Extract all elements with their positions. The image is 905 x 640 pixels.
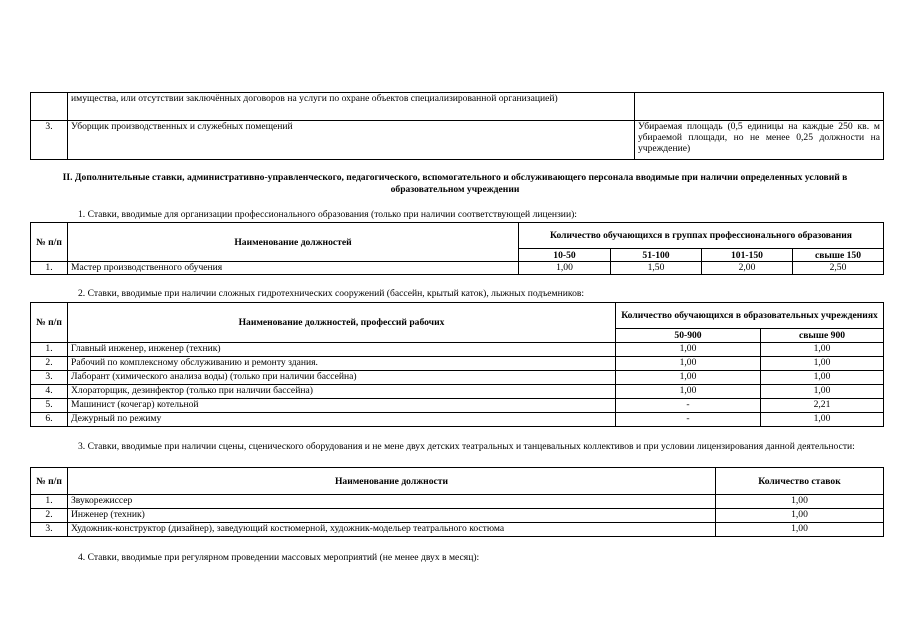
row-value: 1,00: [616, 357, 761, 371]
row-name: Главный инженер, инженер (техник): [68, 343, 616, 357]
table-row: [31, 262, 884, 275]
table-row: [31, 357, 884, 371]
row-name: Уборщик производственных и служебных помещений: [68, 121, 635, 160]
header-name: Наименование должности: [68, 468, 716, 495]
table-row: [31, 93, 884, 121]
row-name: Звукорежиссер: [68, 495, 716, 509]
row-name: Художник-конструктор (дизайнер), заведующий костюмерной, художник-модельер театрального костюма: [68, 523, 716, 537]
table-header-row: [31, 303, 884, 329]
row-value: 1,00: [761, 357, 884, 371]
header-name: Наименование должностей, профессий рабочих: [68, 303, 616, 343]
row-name: Дежурный по режиму: [68, 413, 616, 427]
block1-table: [30, 222, 884, 275]
top-table: [30, 92, 884, 160]
row-value: -: [616, 399, 761, 413]
block3-table: [30, 467, 884, 537]
row-number: 3.: [31, 371, 68, 385]
row-value: 1,00: [761, 413, 884, 427]
block3-intro: [30, 441, 883, 453]
row-number: 2.: [31, 357, 68, 371]
subheader: свыше 150: [793, 249, 884, 262]
block2-intro: 2. Ставки, вводимые при наличии сложных гидротехнических сооружений (бассейн, крытый каток), лыжных подъемников:: [78, 288, 585, 299]
row-value: 2,00: [702, 262, 793, 275]
row-number: 5.: [31, 399, 68, 413]
table-row: [31, 385, 884, 399]
table-header-row: [31, 468, 884, 495]
row-name: Хлораторщик, дезинфектор (только при наличии бассейна): [68, 385, 616, 399]
table-header-row: [31, 223, 884, 249]
table-row: [31, 495, 884, 509]
row-number: [31, 93, 68, 121]
row-number: 1.: [31, 343, 68, 357]
row-number: 4.: [31, 385, 68, 399]
header-name: Наименование должностей: [68, 223, 519, 262]
block4-intro: 4. Ставки, вводимые при регулярном проведении массовых мероприятий (не менее двух в месяц):: [78, 552, 480, 563]
row-value: 1,00: [616, 385, 761, 399]
subheader: 10-50: [519, 249, 611, 262]
header-group: Количество обучающихся в группах профессионального образования: [519, 223, 884, 249]
row-name: Лаборант (химического анализа воды) (только при наличии бассейна): [68, 371, 616, 385]
row-value: 1,00: [716, 495, 884, 509]
block1-intro: 1. Ставки, вводимые для организации профессионального образования (только при наличии соответствующей лицензии):: [78, 209, 577, 220]
table-row: [31, 343, 884, 357]
subheader: 101-150: [702, 249, 793, 262]
header-group: Количество обучающихся в образовательных учреждениях: [616, 303, 884, 329]
header-number: № п/п: [31, 223, 68, 262]
row-value: 1,00: [716, 509, 884, 523]
table-row: [31, 121, 884, 160]
table-row: [31, 371, 884, 385]
row-number: 3.: [31, 121, 68, 160]
section-title: II. Дополнительные ставки, административно-управленческого, педагогического, вспомогательного и обслуживающего персонала вводимые при наличии определенных условий в образовательном учреждении: [62, 172, 848, 195]
row-value: 1,00: [616, 371, 761, 385]
subheader: 51-100: [611, 249, 702, 262]
table-row: [31, 509, 884, 523]
table-row: [31, 523, 884, 537]
row-note: [635, 93, 884, 121]
header-number: № п/п: [31, 303, 68, 343]
row-name: Мастер производственного обучения: [68, 262, 519, 275]
row-value: 2,50: [793, 262, 884, 275]
row-value: 1,00: [761, 385, 884, 399]
row-value: 1,00: [716, 523, 884, 537]
row-name: Машинист (кочегар) котельной: [68, 399, 616, 413]
block3-intro-text: 3. Ставки, вводимые при наличии сцены, сценического оборудования и не мене двух детских театральных и танцевальных коллективов и при условии лицензирования данной деятельности:: [78, 441, 855, 452]
row-value: 1,00: [761, 343, 884, 357]
row-number: 2.: [31, 509, 68, 523]
table-row: [31, 413, 884, 427]
row-value: 1,00: [519, 262, 611, 275]
row-name: имущества, или отсутствии заключённых договоров на услуги по охране объектов специализированной организацией): [68, 93, 635, 121]
subheader: 50-900: [616, 329, 761, 343]
block2-table: [30, 302, 884, 427]
header-number: № п/п: [31, 468, 68, 495]
row-name: Рабочий по комплексному обслуживанию и ремонту здания.: [68, 357, 616, 371]
row-number: 1.: [31, 495, 68, 509]
row-number: 6.: [31, 413, 68, 427]
subheader: свыше 900: [761, 329, 884, 343]
row-number: 3.: [31, 523, 68, 537]
row-value: 1,00: [761, 371, 884, 385]
table-row: [31, 399, 884, 413]
header-count: Количество ставок: [716, 468, 884, 495]
row-value: -: [616, 413, 761, 427]
row-note: Убираемая площадь (0,5 единицы на каждые 250 кв. м убираемой площади, но не менее 0,25 должности на учреждение): [635, 121, 884, 160]
row-name: Инженер (техник): [68, 509, 716, 523]
row-value: 2,21: [761, 399, 884, 413]
row-value: 1,00: [616, 343, 761, 357]
row-number: 1.: [31, 262, 68, 275]
row-value: 1,50: [611, 262, 702, 275]
